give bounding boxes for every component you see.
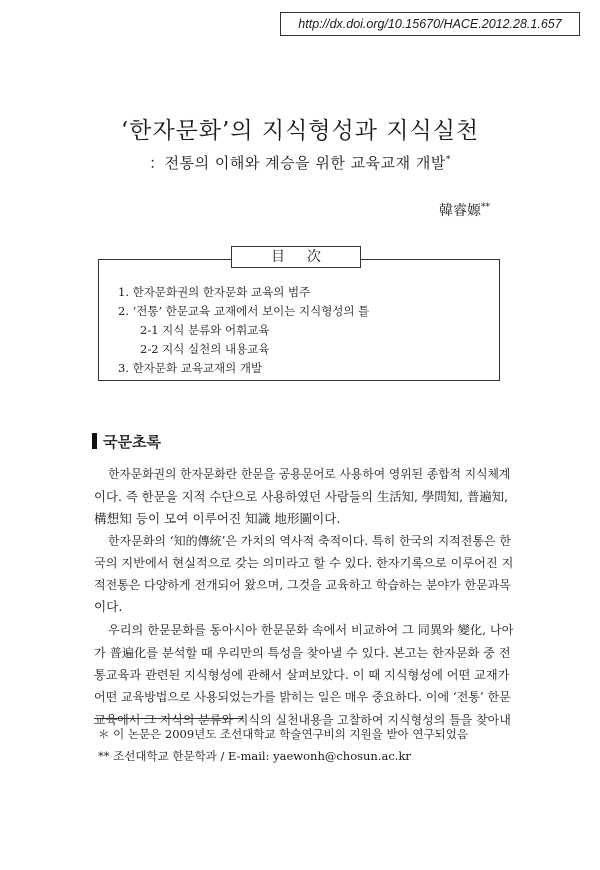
footnote: ＊ 이 논문은 2009년도 조선대학교 학술연구비의 지원을 받아 연구되었음 bbox=[98, 727, 468, 741]
abstract-heading bbox=[92, 432, 161, 452]
abstract-line: 가 普遍化를 분석할 때 우리만의 특성을 찾아낼 수 있다. 본고는 한자문화 중 전 bbox=[94, 646, 511, 660]
footnote: ** 조선대학교 한문학과 / E-mail: yaewonh@chosun.ac.kr bbox=[98, 749, 411, 763]
abstract-line: 構想知 등이 모여 이루어진 知識 地形圖이다. bbox=[94, 511, 341, 526]
paper-subtitle bbox=[0, 152, 600, 173]
abstract-line: 이다. 즉 한문을 지적 수단으로 사용하였던 사람들의 生活知, 學問知, 普遍知, bbox=[94, 489, 509, 504]
author-name bbox=[439, 200, 490, 220]
toc-item: 2-1 지식 분류와 어휘교육 bbox=[140, 323, 270, 337]
doi-link[interactable]: http://dx.doi.org/10.15670/HACE.2012.28.1.657 bbox=[280, 12, 580, 36]
abstract-line: 국의 지반에서 현실적으로 갖는 의미라고 할 수 있다. 한자기록으로 이루어진 지 bbox=[94, 556, 514, 570]
paper-title: ‘한자문화’의 지식형성과 지식실천 bbox=[120, 118, 480, 144]
footnote-divider bbox=[94, 718, 244, 719]
abstract-line: 이다. bbox=[94, 599, 123, 614]
abstract-line: 한자문화의 ‘知的傳統’은 가치의 역사적 축적이다. 특히 한국의 지적전통은 한 bbox=[108, 534, 511, 548]
toc-item: 3. 한자문화 교육교재의 개발 bbox=[118, 361, 263, 375]
toc-item: 1. 한자문화권의 한자문화 교육의 범주 bbox=[118, 285, 311, 299]
abstract-line: 한자문화권의 한자문화란 한문을 공용문어로 사용하여 영위된 종합적 지식체계 bbox=[108, 467, 511, 481]
abstract-line: 교육에서 그 지식의 분류와 지식의 실천내용을 고찰하여 지식형성의 틀을 찾아내 bbox=[94, 713, 511, 727]
subtitle-footnote-mark: * bbox=[445, 155, 451, 165]
abstract-line: 적전통은 다양하게 전개되어 왔으며, 그것을 교육하고 학습하는 분야가 한문과목 bbox=[94, 578, 511, 592]
abstract-line: 어떤 교육방법으로 사용되었는가를 밝히는 일은 매우 중요하다. 이에 ‘전통’ 한문 bbox=[94, 690, 511, 704]
subtitle-text: ：전통의 이해와 계승을 위한 교육교재 개발 bbox=[149, 154, 446, 172]
abstract-heading-text: 국문초록 bbox=[103, 433, 161, 451]
toc-heading: 目次 bbox=[231, 246, 361, 268]
heading-bar bbox=[92, 433, 97, 449]
abstract-line: 우리의 한문문화를 동아시아 한문문화 속에서 비교하여 그 同異와 變化, 나아 bbox=[108, 623, 514, 637]
toc-item: 2-2 지식 실천의 내용교육 bbox=[140, 342, 270, 356]
author-footnote-mark: ** bbox=[481, 202, 490, 213]
abstract-line: 통교육과 관련된 지식형성에 관해서 살펴보았다. 이 때 지식형성에 어떤 교재가 bbox=[94, 668, 510, 682]
author-text: 韓睿嫄 bbox=[439, 203, 481, 219]
toc-item: 2. ‘전통’ 한문교육 교재에서 보이는 지식형성의 틀 bbox=[118, 304, 370, 318]
